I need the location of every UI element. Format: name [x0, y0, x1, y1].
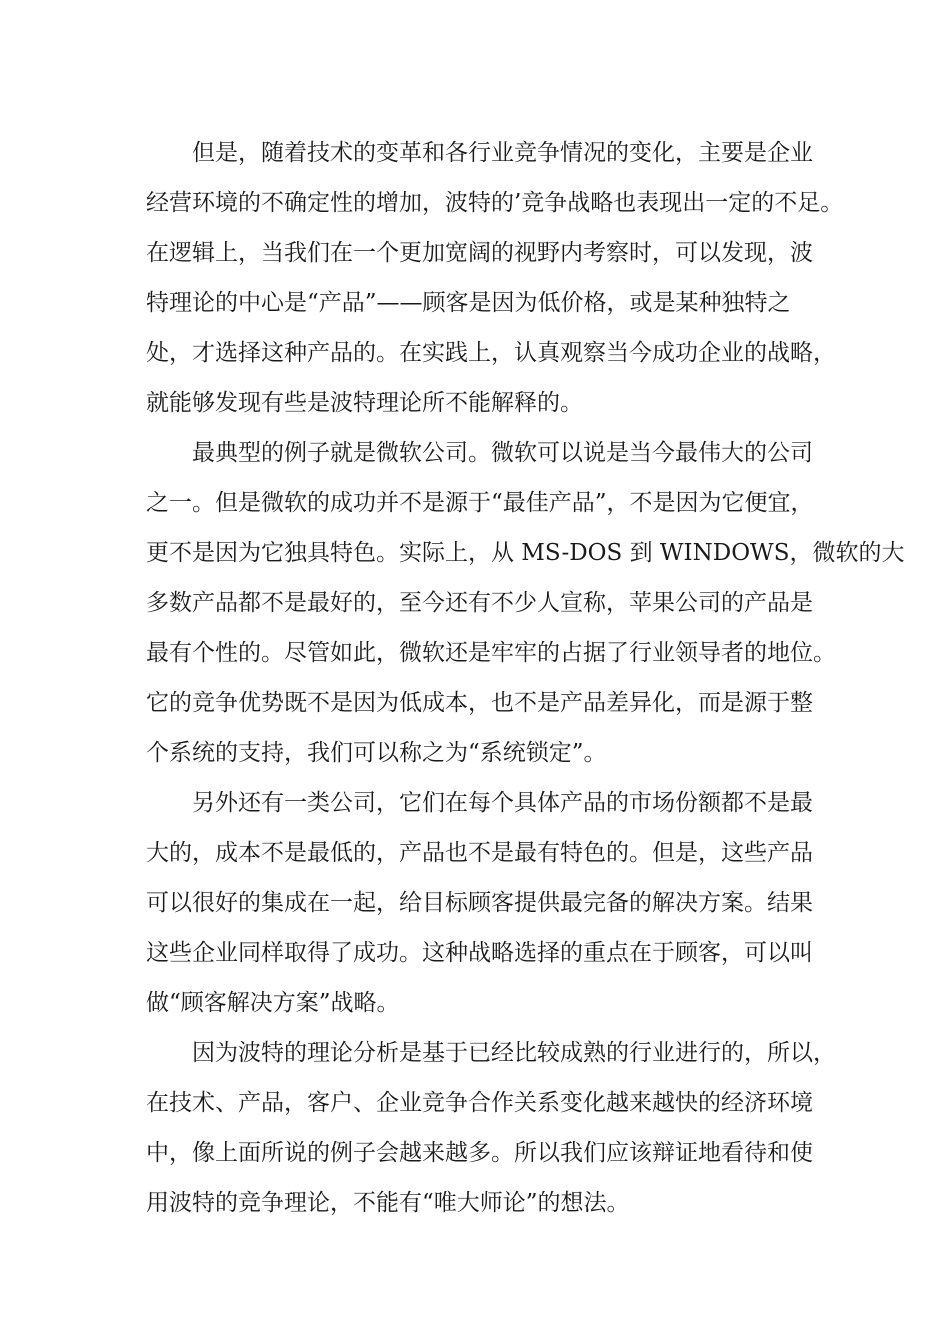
text-line: 这些企业同样取得了成功。这种战略选择的重点在于顾客，可以叫	[146, 940, 813, 966]
text-line: 最典型的例子就是微软公司。微软可以说是当今最伟大的公司	[192, 440, 813, 466]
text-line: 用波特的竞争理论，不能有“唯大师论”的想法。	[146, 1190, 630, 1216]
paragraph-4	[146, 1028, 836, 1228]
text-line: 个系统的支持，我们可以称之为“系统锁定”。	[146, 740, 607, 766]
document-body	[146, 128, 905, 1228]
text-line: 之一。但是微软的成功并不是源于“最佳产品”，不是因为它便宜，	[146, 490, 814, 516]
text-line: 就能够发现有些是波特理论所不能解释的。	[146, 390, 583, 416]
text-line: 另外还有一类公司，它们在每个具体产品的市场份额都不是最	[192, 790, 813, 816]
text-line: 它的竞争优势既不是因为低成本，也不是产品差异化，而是源于整	[146, 690, 813, 716]
text-line: 可以很好的集成在一起，给目标顾客提供最完备的解决方案。结果	[146, 890, 813, 916]
text-line: 更不是因为它独具特色。实际上，从 MS-DOS 到 WINDOWS，微软的大	[146, 540, 905, 566]
text-line: 中，像上面所说的例子会越来越多。所以我们应该辩证地看待和使	[146, 1140, 813, 1166]
text-line: 经营环境的不确定性的增加，波特的’竞争战略也表现出一定的不足。	[146, 190, 844, 216]
text-line: 在技术、产品，客户、企业竞争合作关系变化越来越快的经济环境	[146, 1090, 813, 1116]
text-line: 最有个性的。尽管如此，微软还是牢牢的占据了行业领导者的地位。	[146, 640, 836, 666]
paragraph-2	[146, 428, 905, 778]
text-line: 大的，成本不是最低的，产品也不是最有特色的。但是，这些产品	[146, 840, 813, 866]
text-line: 处，才选择这种产品的。在实践上，认真观察当今成功企业的战略，	[146, 340, 836, 366]
text-line: 做“顾客解决方案”战略。	[146, 990, 400, 1016]
text-line: 在逻辑上，当我们在一个更加宽阔的视野内考察时，可以发现，波	[146, 240, 813, 266]
text-line: 但是，随着技术的变革和各行业竞争情况的变化，主要是企业	[192, 140, 813, 166]
text-line: 特理论的中心是“产品”——顾客是因为低价格，或是某种独特之	[146, 290, 791, 316]
paragraph-3	[146, 778, 811, 1028]
text-line: 因为波特的理论分析是基于已经比较成熟的行业进行的，所以，	[192, 1040, 836, 1066]
paragraph-1	[146, 128, 844, 428]
text-line: 多数产品都不是最好的，至今还有不少人宣称，苹果公司的产品是	[146, 590, 813, 616]
